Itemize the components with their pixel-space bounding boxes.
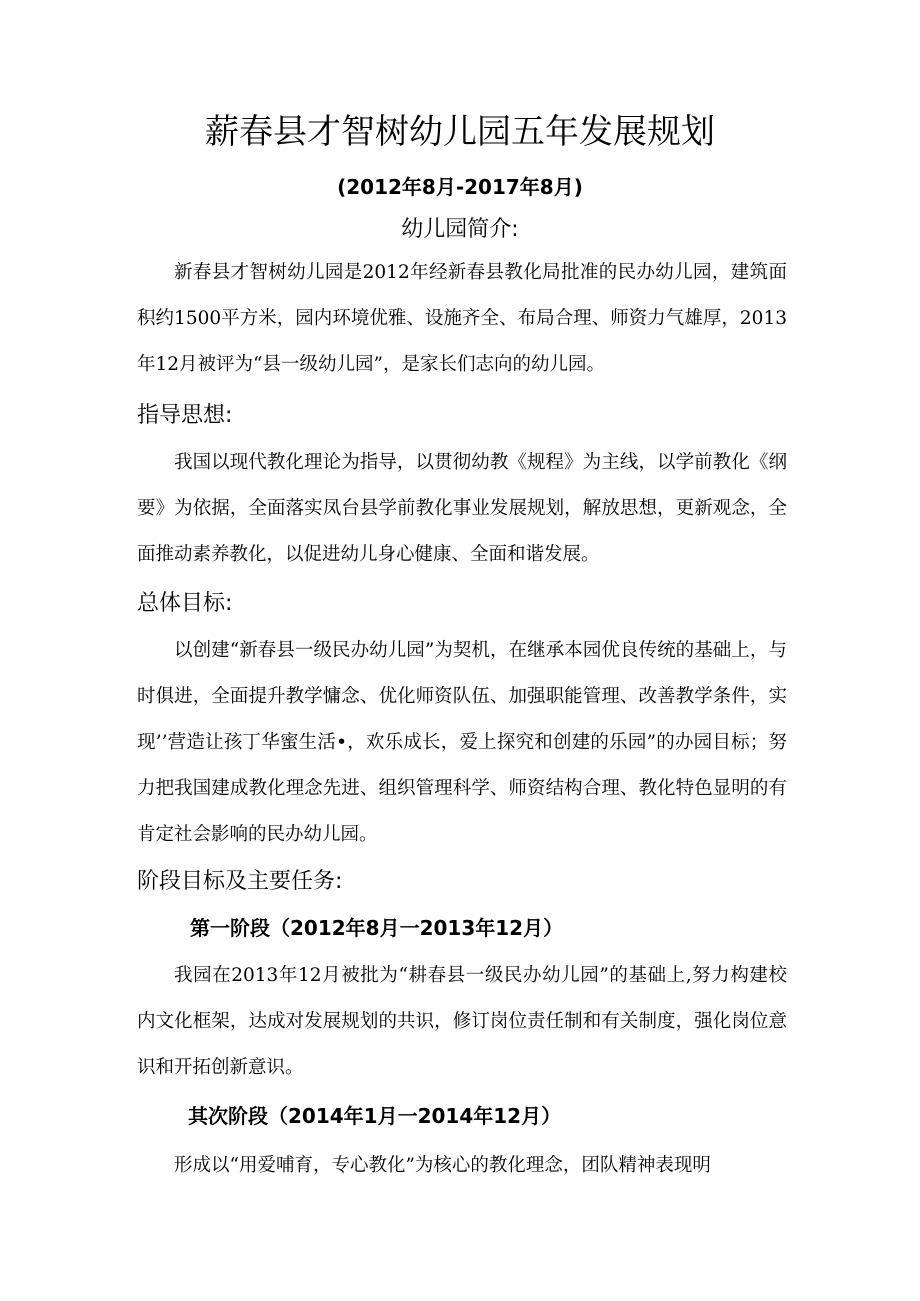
stage1-heading: 第一阶段（2012年8月一2013年12月） xyxy=(190,916,564,940)
overall-goal-paragraph: 以创建“新春县一级民办幼儿园”为契机，在继承本园优良传统的基础上，与时俱进，全面提升教学慵念、优化师资队伍、加强职能管理、改善教学条件，实现’’营造让孩丁华蜜生活•，欢乐成长，爱上探究和创建的乐园”的办园目标；努力把我国建成教化理念先进、组织管理科学、师资结构合理、教化特色显明的有肯定社会影响的民办幼儿园。 xyxy=(137,640,787,845)
overall-goal-heading: 总体目标: xyxy=(137,591,233,616)
intro-heading: 幼儿园简介: xyxy=(401,217,519,242)
stage1-paragraph: 我园在2013年12月被批为“耕春县一级民办幼儿园”的基础上,努力构建校内文化框架，达成对发展规划的共识，修订岗位责任制和有关制度，强化岗位意识和开拓创新意识。 xyxy=(137,965,787,1078)
stage2-paragraph: 形成以“用爱哺育，专心教化”为核心的教化理念，团队精神表现明 xyxy=(174,1155,711,1176)
stage-goals-heading: 阶段目标及主要任务: xyxy=(137,869,343,894)
stage2-heading: 其次阶段（2014年1月一2014年12月） xyxy=(188,1104,562,1128)
guiding-thought-heading: 指导思想: xyxy=(137,403,233,428)
intro-paragraph: 新春县才智树幼儿园是2012年经新春县教化局批准的民办幼儿园，建筑面积约1500平方米，园内环境优雅、设施齐全、布局合理、师资力气雄厚，2013年12月被评为“县一级幼儿园”，是家长们志向的幼儿园。 xyxy=(137,262,787,375)
document-title: 薪春县才智树幼儿园五年发展规划 xyxy=(205,112,715,152)
document-date-range: (2012年8月-2017年8月) xyxy=(337,175,583,199)
guiding-thought-paragraph: 我国以现代教化理论为指导，以贯彻幼教《规程》为主线，以学前教化《纲要》为依据，全面落实凤台县学前教化事业发展规划，解放思想，更新观念，全面推动素养教化，以促进幼儿身心健康、全面和谐发展。 xyxy=(137,452,787,565)
